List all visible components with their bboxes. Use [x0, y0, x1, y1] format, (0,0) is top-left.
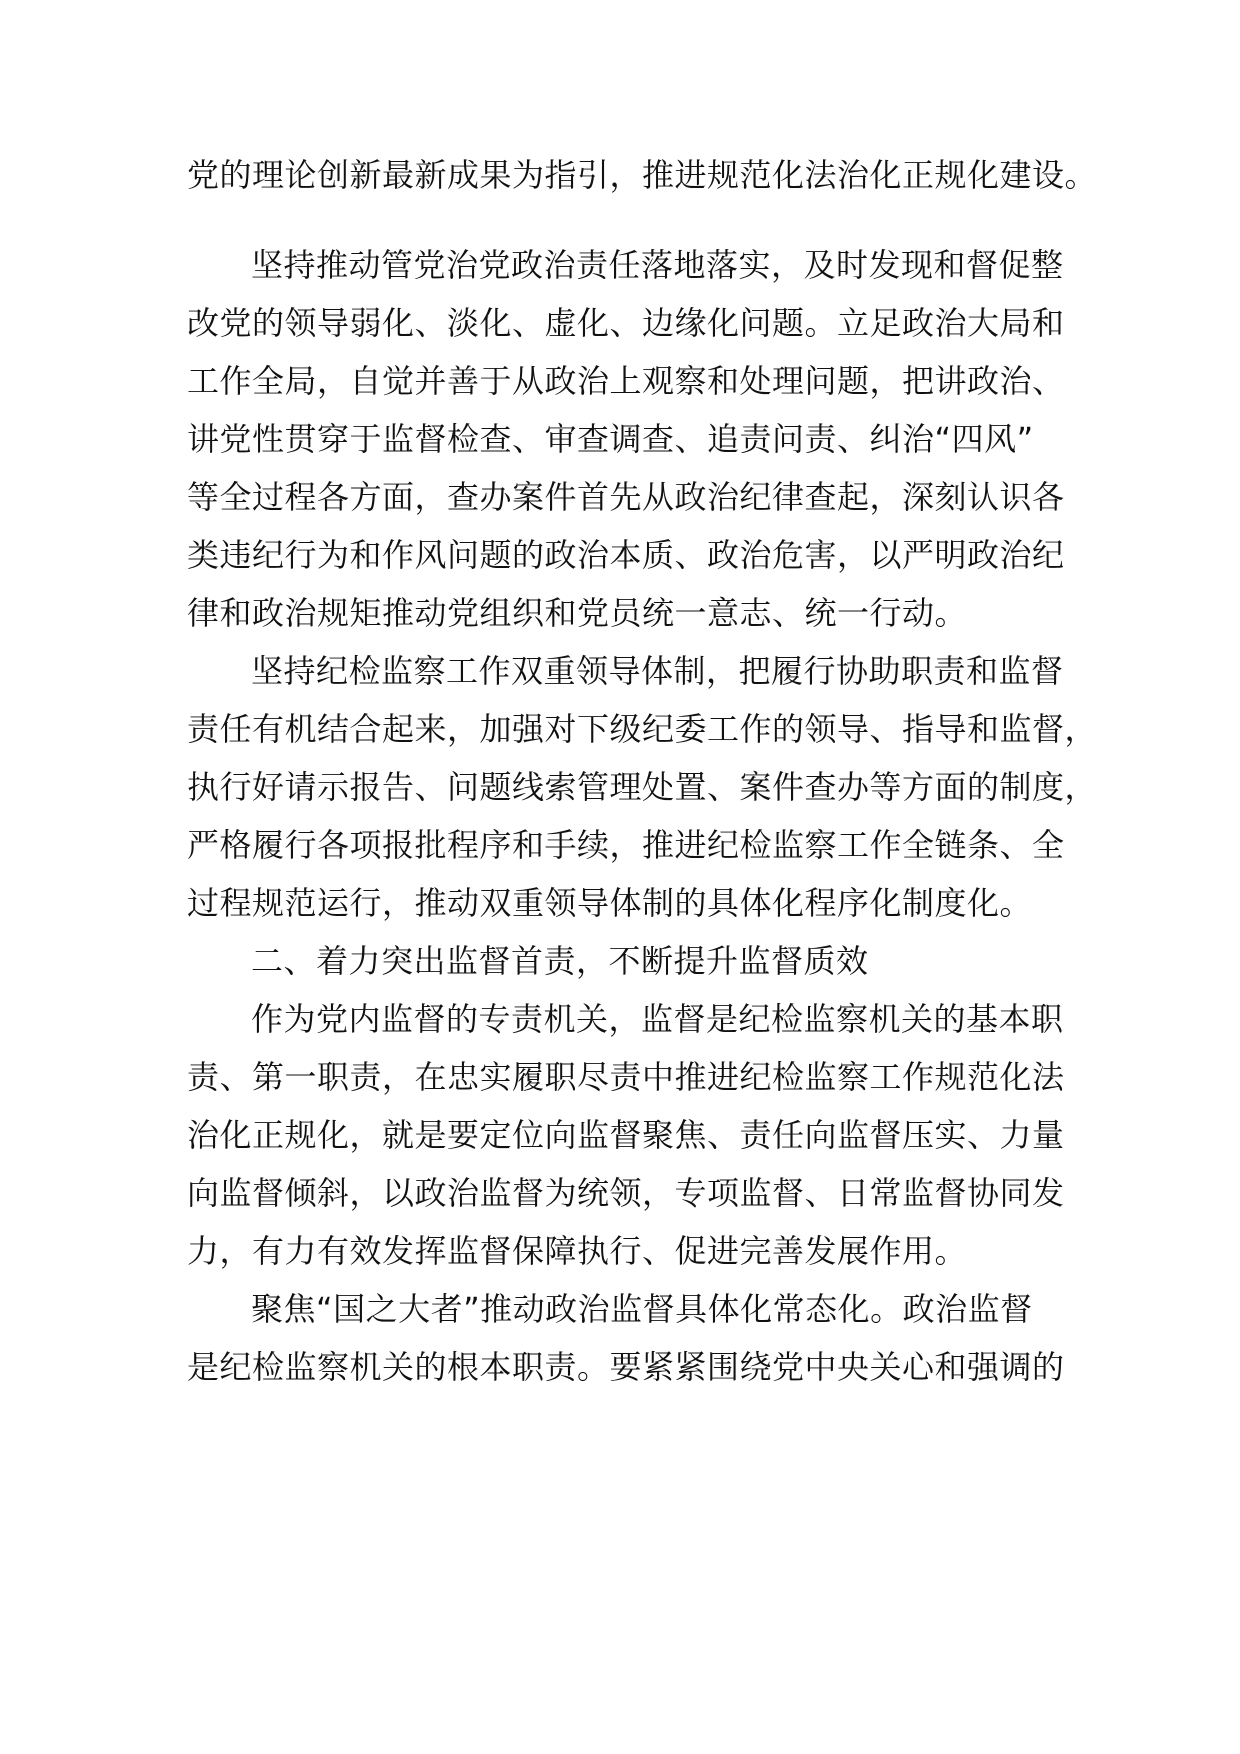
text-line: 坚持推动管党治党政治责任落地落实，及时发现和督促整 — [251, 246, 1064, 284]
text-line: 类违纪行为和作风问题的政治本质、政治危害，以严明政治纪 — [187, 536, 1065, 574]
text-line: 律和政治规矩推动党组织和党员统一意志、统一行动。 — [187, 594, 968, 632]
text-line: 工作全局，自觉并善于从政治上观察和处理问题，把讲政治、 — [187, 362, 1065, 400]
text-line: 向监督倾斜，以政治监督为统领，专项监督、日常监督协同发 — [187, 1174, 1065, 1212]
text-line: 执行好请示报告、问题线索管理处置、案件查办等方面的制度， — [187, 768, 1098, 806]
text-line: 坚持纪检监察工作双重领导体制，把履行协助职责和监督 — [251, 652, 1064, 690]
text-line: 治化正规化，就是要定位向监督聚焦、责任向监督压实、力量 — [187, 1116, 1065, 1154]
text-line: 过程规范运行，推动双重领导体制的具体化程序化制度化。 — [187, 884, 1033, 922]
text-line: 力，有力有效发挥监督保障执行、促进完善发展作用。 — [187, 1232, 968, 1270]
text-line: 党的理论创新最新成果为指引，推进规范化法治化正规化建设。 — [187, 156, 1098, 194]
text-line: 责、第一职责，在忠实履职尽责中推进纪检监察工作规范化法 — [187, 1058, 1065, 1096]
section-heading: 二、着力突出监督首责，不断提升监督质效 — [251, 942, 869, 980]
text-line: 改党的领导弱化、淡化、虚化、边缘化问题。立足政治大局和 — [187, 304, 1065, 342]
text-line: 讲党性贯穿于监督检查、审查调查、追责问责、纠治“四风” — [187, 420, 1034, 458]
text-line: 等全过程各方面，查办案件首先从政治纪律查起，深刻认识各 — [187, 478, 1065, 516]
text-line: 是纪检监察机关的根本职责。要紧紧围绕党中央关心和强调的 — [187, 1348, 1065, 1386]
text-line: 责任有机结合起来，加强对下级纪委工作的领导、指导和监督， — [187, 710, 1098, 748]
text-line: 作为党内监督的专责机关，监督是纪检监察机关的基本职 — [251, 1000, 1064, 1038]
text-line: 严格履行各项报批程序和手续，推进纪检监察工作全链条、全 — [187, 826, 1065, 864]
text-line: 聚焦“国之大者”推动政治监督具体化常态化。政治监督 — [251, 1290, 1033, 1328]
